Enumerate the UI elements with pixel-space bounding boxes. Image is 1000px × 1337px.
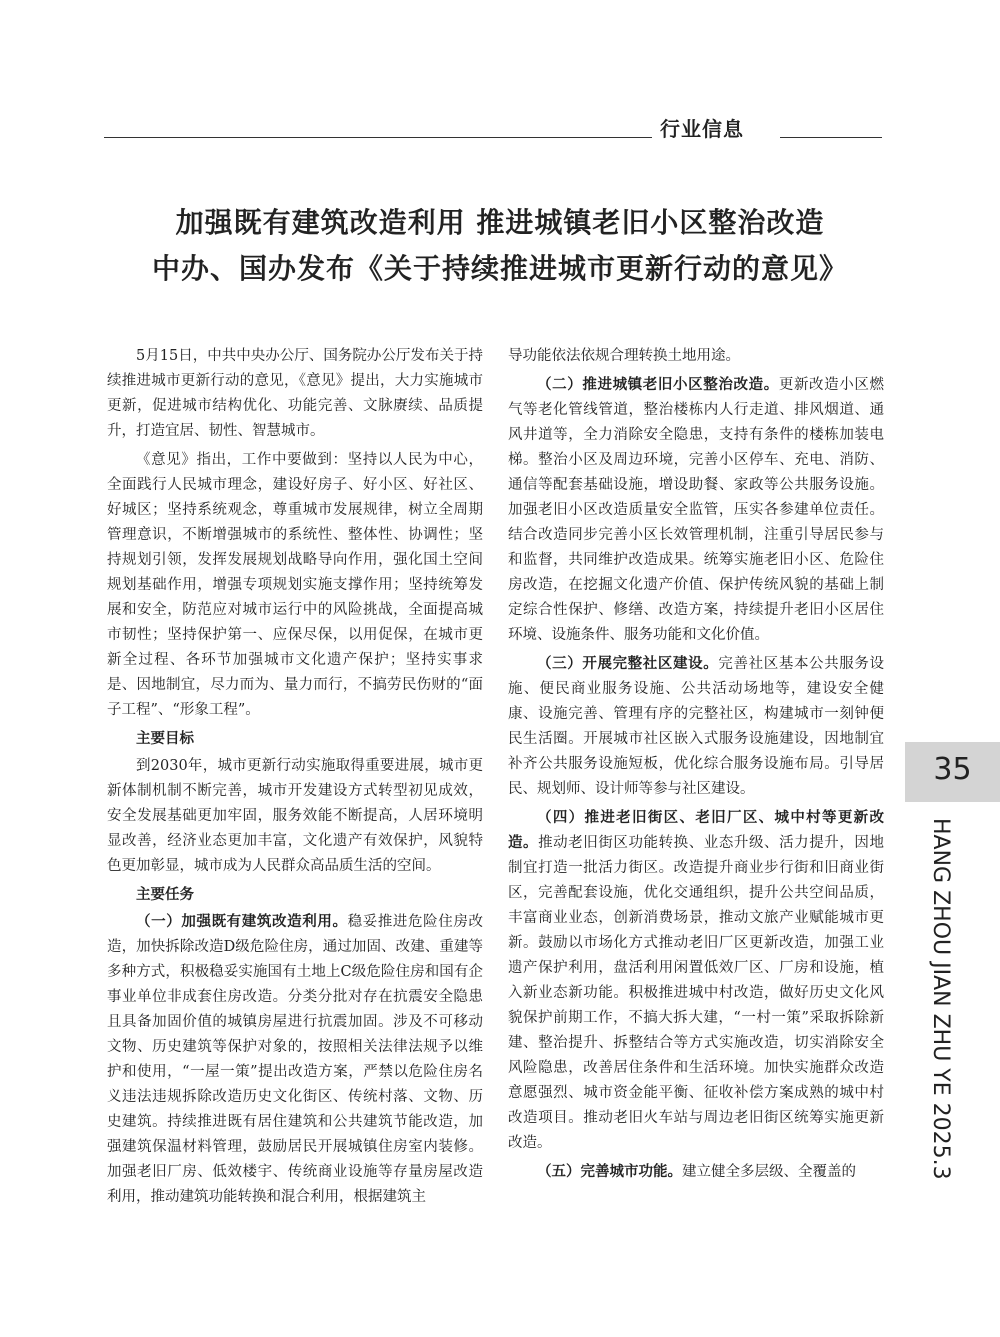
task-paragraph	[508, 1160, 884, 1185]
subheading-goals: 主要目标	[136, 731, 194, 747]
right-column	[508, 344, 884, 1189]
header-rule-left	[104, 137, 652, 138]
paragraph: 到2030年，城市更新行动实施取得重要进展，城市更新体制机制不断完善，城市开发建设方式转型初见成效，安全发展基础更加牢固，服务效能不断提高，人居环境明显改善，经济业态更加丰富，文化遗产有效保护，风貌特色更加彰显，城市成为人民群众高品质生活的空间。	[107, 758, 483, 874]
task-body: 更新改造小区燃气等老化管线管道，整治楼栋内人行走道、排风烟道、通风井道等，全力消除安全隐患，支持有条件的楼栋加装电梯。整治小区及周边环境，完善小区停车、充电、消防、通信等配套基础设施，增设助餐、家政等公共服务设施。加强老旧小区改造质量安全监管，压实各参建单位责任。结合改造同步完善小区长效管理机制，注重引导居民参与和监督，共同维护改造成果。统筹实施老旧小区、危险住房改造，在挖掘文化遗产价值、保护传统风貌的基础上制定综合性保护、修缮、改造方案，持续提升老旧小区居住环境、设施条件、服务功能和文化价值。	[508, 377, 885, 643]
task-body: 稳妥推进危险住房改造，加快拆除改造D级危险住房，通过加固、改建、重建等多种方式，积极稳妥实施国有土地上C级危险住房和国有企事业单位非成套住房改造。分类分批对存在抗震安全隐患且具备加固价值的城镇房屋进行抗震加固。涉及不可移动文物、历史建筑等保护对象的，按照相关法律法规予以维护和使用，“一屋一策”提出改造方案，严禁以危险住房名义违法违规拆除改造历史文化街区、传统村落、文物、历史建筑。持续推进既有居住建筑和公共建筑节能改造，加强建筑保温材料管理，鼓励居民开展城镇住房室内装修。加强老旧厂房、低效楼宇、传统商业设施等存量房屋改造利用，推动建筑功能转换和混合利用，根据建筑主	[107, 914, 484, 1205]
journal-name: HANG ZHOU JIAN ZHU YE 2025.3	[928, 818, 953, 1180]
task-paragraph	[508, 806, 884, 1156]
paragraph-continued: 导功能依法依规合理转换土地用途。	[508, 348, 740, 364]
task-body: 推动老旧街区功能转换、业态升级、活力提升，因地制宜打造一批活力街区。改造提升商业步行街和旧商业街区，完善配套设施，优化交通组织，提升公共空间品质，丰富商业业态，创新消费场景，推动文旅产业赋能城市更新。鼓励以市场化方式推动老旧厂区更新改造，加强工业遗产保护利用，盘活利用闲置低效厂区、厂房和设施，植入新业态新功能。积极推进城中村改造，做好历史文化风貌保护前期工作，不搞大拆大建，“一村一策”采取拆除新建、整治提升、拆整结合等方式实施改造，切实消除安全风险隐患，改善居住条件和生活环境。加快实施群众改造意愿强烈、城市资金能平衡、征收补偿方案成熟的城中村改造项目。推动老旧火车站与周边老旧街区统筹实施更新改造。	[508, 835, 884, 1151]
task-paragraph	[107, 910, 483, 1210]
task-body: 建立健全多层级、全覆盖的	[682, 1164, 856, 1180]
task-title: （一）加强既有建筑改造利用。	[136, 914, 348, 930]
subheading-tasks: 主要任务	[136, 887, 194, 903]
left-column	[107, 344, 483, 1214]
header-rule-right	[780, 137, 882, 138]
task-title: （三）开展完整社区建设。	[537, 656, 719, 672]
section-header	[104, 113, 882, 139]
paragraph: 5月15日，中共中央办公厅、国务院办公厅发布关于持续推进城市更新行动的意见，《意见》提出，大力实施城市更新，促进城市结构优化、功能完善、文脉赓续、品质提升，打造宜居、韧性、智慧城市。	[107, 348, 483, 439]
paragraph: 《意见》指出，工作中要做到：坚持以人民为中心，全面践行人民城市理念，建设好房子、好小区、好社区、好城区；坚持系统观念，尊重城市发展规律，树立全周期管理意识，不断增强城市的系统性、整体性、协调性；坚持规划引领，发挥发展规划战略导向作用，强化国土空间规划基础作用，增强专项规划实施支撑作用；坚持统筹发展和安全，防范应对城市运行中的风险挑战，全面提高城市韧性；坚持保护第一、应保尽保，以用促保，在城市更新全过程、各环节加强城市文化遗产保护；坚持实事求是、因地制宜，尽力而为、量力而行，不搞劳民伤财的“面子工程”、“形象工程”。	[107, 452, 483, 718]
task-title: （二）推进城镇老旧小区整治改造。	[537, 377, 779, 393]
page-number: 35	[933, 752, 972, 787]
task-paragraph	[508, 373, 884, 648]
task-body: 完善社区基本公共服务设施、便民商业服务设施、公共活动场地等，建设安全健康、设施完善、管理有序的完整社区，构建城市一刻钟便民生活圈。开展城市社区嵌入式服务设施建设，因地制宜补齐公共服务设施短板，优化综合服务设施布局。引导居民、规划师、设计师等参与社区建设。	[508, 656, 885, 797]
title-line-2: 中办、国办发布《关于持续推进城市更新行动的意见》	[151, 252, 848, 285]
journal-info	[895, 818, 955, 1178]
page-number-tab	[905, 742, 1000, 802]
title-line-1: 加强既有建筑改造利用 推进城镇老旧小区整治改造	[175, 206, 825, 239]
task-paragraph	[508, 652, 884, 802]
article-title	[80, 200, 920, 292]
task-title: （五）完善城市功能。	[537, 1164, 682, 1180]
section-label: 行业信息	[660, 117, 744, 141]
task-title: （四）推进老旧街区、老旧厂区、城中村等更新改造。	[508, 810, 884, 851]
